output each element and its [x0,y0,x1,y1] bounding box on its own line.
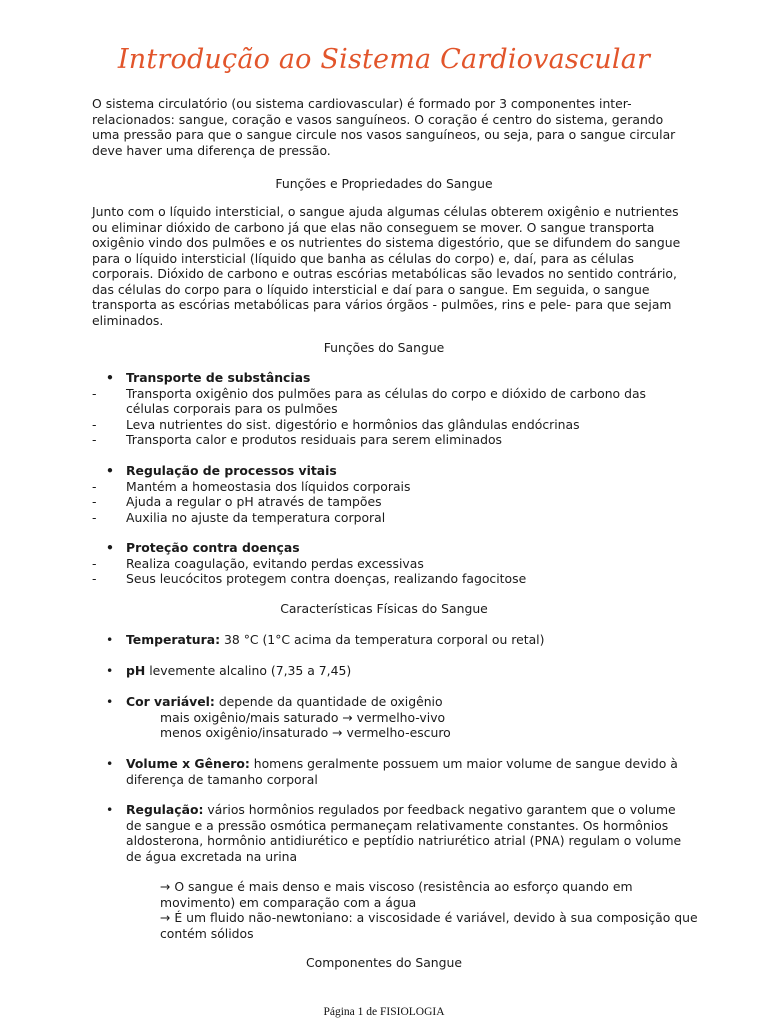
intro-paragraph: O sistema circulatório (ou sistema cardiovascular) é formado por 3 componentes inter-relacionados: sangue, coração e vasos sanguíneos. O coração é centro do sistema, gerando uma pressão para que o sangue circule nos vasos sanguíneos, ou seja, para o sangue circular deve haver uma diferença de pressão. [92,96,676,158]
physical-ph: • pH levemente alcalino (7,35 a 7,45) [106,663,352,678]
dash-icon: - [92,509,97,525]
dash-icon: - [92,571,97,586]
bullet-icon: • [106,632,114,647]
bullet-icon: • [106,540,114,555]
dash-icon: - [92,478,97,494]
bullet-icon: • [106,694,114,709]
functions-group-transport [92,370,682,448]
section-heading-blood-components: Componentes do Sangue [306,955,462,970]
list-item: - Ajuda a regular o pH através de tampões [92,494,382,509]
section-heading-functions-properties: Funções e Propriedades do Sangue [275,176,493,191]
list-item: - Seus leucócitos protegem contra doenças, realizando fagocitose [92,571,527,586]
function-title: • Regulação de processos vitais [106,463,337,478]
dash-icon: - [92,385,97,401]
note-non-newtonian: → É um fluido não-newtoniano: a viscosidade é variável, devido à sua composição que contém sólidos [160,910,698,941]
list-item: - Realiza coagulação, evitando perdas excessivas [92,555,424,571]
function-title: • Proteção contra doenças [106,540,300,555]
dash-icon: - [92,432,97,447]
list-item: - Leva nutrientes do sist. digestório e hormônios das glândulas endócrinas [92,416,580,432]
section-heading-physical-characteristics: Características Físicas do Sangue [280,601,488,616]
bullet-icon: • [106,463,114,478]
physical-regulation: • Regulação: vários hormônios regulados por feedback negativo garantem que o volume de sangue e a pressão osmótica permaneçam relativamente constantes. Os hormônios aldosterona, hormônio antidiurético e peptídio natriurético atrial (PNA) regulam o volume de água excretada na urina [106,802,682,864]
dash-icon: - [92,555,97,571]
bullet-icon: • [106,756,114,771]
bullet-icon: • [106,663,114,678]
list-item: - Transporta calor e produtos residuais para serem eliminados [92,432,502,447]
page-title: Introdução ao Sistema Cardiovascular [117,44,651,75]
physical-temperature: • Temperatura: 38 °C (1°C acima da temperatura corporal ou retal) [106,632,545,647]
list-item: - Transporta oxigênio dos pulmões para as células do corpo e dióxido de carbono das células corporais para os pulmões [92,385,646,416]
page-footer: Página 1 de FISIOLOGIA [323,1006,445,1018]
functions-group-protection [92,540,682,587]
list-item: - Mantém a homeostasia dos líquidos corporais [92,478,411,494]
list-item: - Auxilia no ajuste da temperatura corporal [92,509,386,525]
function-title: • Transporte de substâncias [106,370,311,385]
physical-color: • Cor variável: depende da quantidade de oxigênio mais oxigênio/mais saturado → vermelho-vivo menos oxigênio/insaturado → vermelho-escuro [92,694,682,741]
note-density: → O sangue é mais denso e mais viscoso (resistência ao esforço quando em movimento) em comparação com a água [160,879,633,910]
paragraph-blood-interstitial: Junto com o líquido intersticial, o sangue ajuda algumas células obterem oxigênio e nutrientes ou eliminar dióxido de carbono já que elas não conseguem se mover. O sangue transporta oxigênio vindo dos pulmões e os nutrientes do sistema digestório, que se difundem do sangue para o líquido intersticial (líquido que banha as células do corpo) e, daí, para as células corporais. Dióxido de carbono e outras escórias metabólicas são levados no sentido contrário, das células do corpo para o líquido intersticial e daí para o sangue. Em seguida, o sangue transporta as escórias metabólicas para vários órgãos - pulmões, rins e pele- para que sejam eliminados. [92,204,681,328]
bullet-icon: • [106,370,114,385]
bullet-icon: • [106,802,114,817]
functions-group-regulation [92,463,682,525]
dash-icon: - [92,416,97,432]
color-sub-item: mais oxigênio/mais saturado → vermelho-vivo [160,709,446,725]
section-heading-blood-functions: Funções do Sangue [323,340,445,355]
physical-volume: • Volume x Gênero: homens geralmente possuem um maior volume de sangue devido à diferença de tamanho corporal [106,756,678,787]
color-sub-item: menos oxigênio/insaturado → vermelho-escuro [160,725,451,740]
dash-icon: - [92,494,97,509]
